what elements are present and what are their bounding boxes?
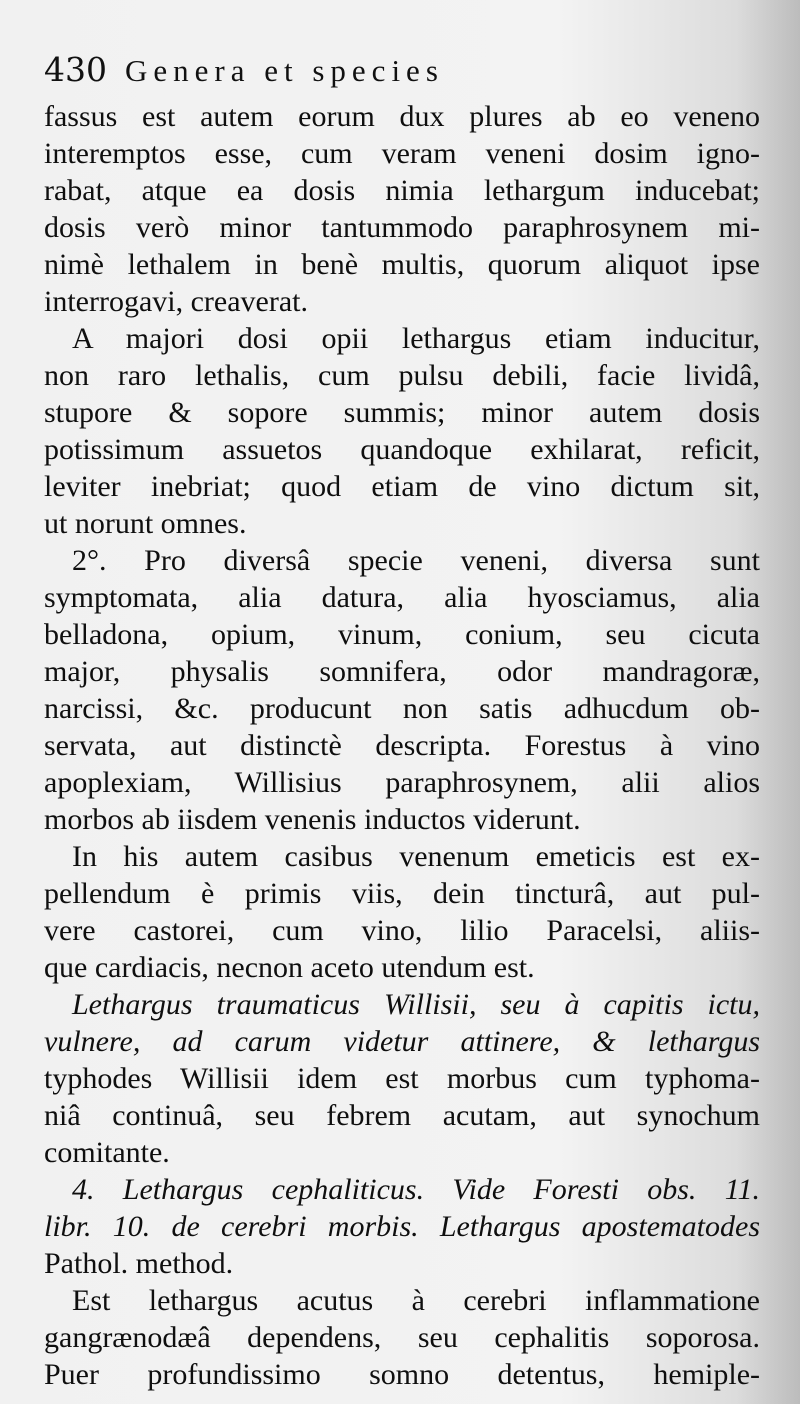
page-text xyxy=(44,50,760,1393)
text-line: interrogavi, creaverat. xyxy=(44,285,309,318)
text-line: dosis verò minor tantummodo paraphrosynem mi- xyxy=(44,211,760,244)
text-line: ut norunt omnes. xyxy=(44,507,247,540)
text-line: interemptos esse, cum veram veneni dosim igno- xyxy=(44,137,760,170)
text-line: fassus est autem eorum dux plures ab eo veneno xyxy=(44,100,760,133)
text-line: narcissi, &c. producunt non satis adhucdum ob- xyxy=(44,692,760,725)
text-line: que cardiacis, necnon aceto utendum est. xyxy=(44,951,535,984)
text-line: In his autem casibus venenum emeticis est ex- xyxy=(72,840,760,873)
text-line: Puer profundissimo somno detentus, hemiple- xyxy=(44,1358,760,1391)
running-title: Genera et species xyxy=(125,53,444,88)
text-line: belladona, opium, vinum, conium, seu cicuta xyxy=(44,618,760,651)
text-line: A majori dosi opii lethargus etiam inducitur, xyxy=(72,322,760,355)
text-line: vere castorei, cum vino, lilio Paracelsi, aliis- xyxy=(44,914,760,947)
text-line: Pathol. method. xyxy=(44,1247,234,1280)
text-line: vulnere, ad carum videtur attinere, & lethargus xyxy=(44,1025,760,1058)
text-line: servata, aut distinctè descripta. Forestus à vino xyxy=(44,729,760,762)
text-line: libr. 10. de cerebri morbis. Lethargus apostematodes xyxy=(44,1210,760,1243)
text-line: typhodes Willisii idem est morbus cum typhoma- xyxy=(44,1062,760,1095)
text-line: rabat, atque ea dosis nimia lethargum inducebat; xyxy=(44,174,760,207)
text-line: non raro lethalis, cum pulsu debili, facie lividâ, xyxy=(44,359,760,392)
text-line: morbos ab iisdem venenis inductos viderunt. xyxy=(44,803,581,836)
text-line: apoplexiam, Willisius paraphrosynem, alii alios xyxy=(44,766,760,799)
text-line: pellendum è primis viis, dein tincturâ, aut pul- xyxy=(44,877,760,910)
text-line: stupore & sopore summis; minor autem dosis xyxy=(44,396,760,429)
text-line: gangrænodæâ dependens, seu cephalitis soporosa. xyxy=(44,1321,760,1354)
text-line: 4. Lethargus cephaliticus. Vide Foresti obs. 11. xyxy=(72,1173,760,1206)
text-line: nimè lethalem in benè multis, quorum aliquot ipse xyxy=(44,248,760,281)
text-line: comitante. xyxy=(44,1136,170,1169)
text-line: leviter inebriat; quod etiam de vino dictum sit, xyxy=(44,470,760,503)
text-line: Lethargus traumaticus Willisii, seu à capitis ictu, xyxy=(72,988,760,1021)
text-line: 2°. Pro diversâ specie veneni, diversa sunt xyxy=(72,544,760,577)
text-line: niâ continuâ, seu febrem acutam, aut synochum xyxy=(44,1099,760,1132)
text-line: symptomata, alia datura, alia hyosciamus, alia xyxy=(44,581,760,614)
page-number: 430 xyxy=(44,50,107,89)
text-line: potissimum assuetos quandoque exhilarat, reficit, xyxy=(44,433,760,466)
text-line: Est lethargus acutus à cerebri inflammatione xyxy=(72,1284,760,1317)
text-line: major, physalis somnifera, odor mandragoræ, xyxy=(44,655,760,688)
page-header xyxy=(44,50,760,98)
